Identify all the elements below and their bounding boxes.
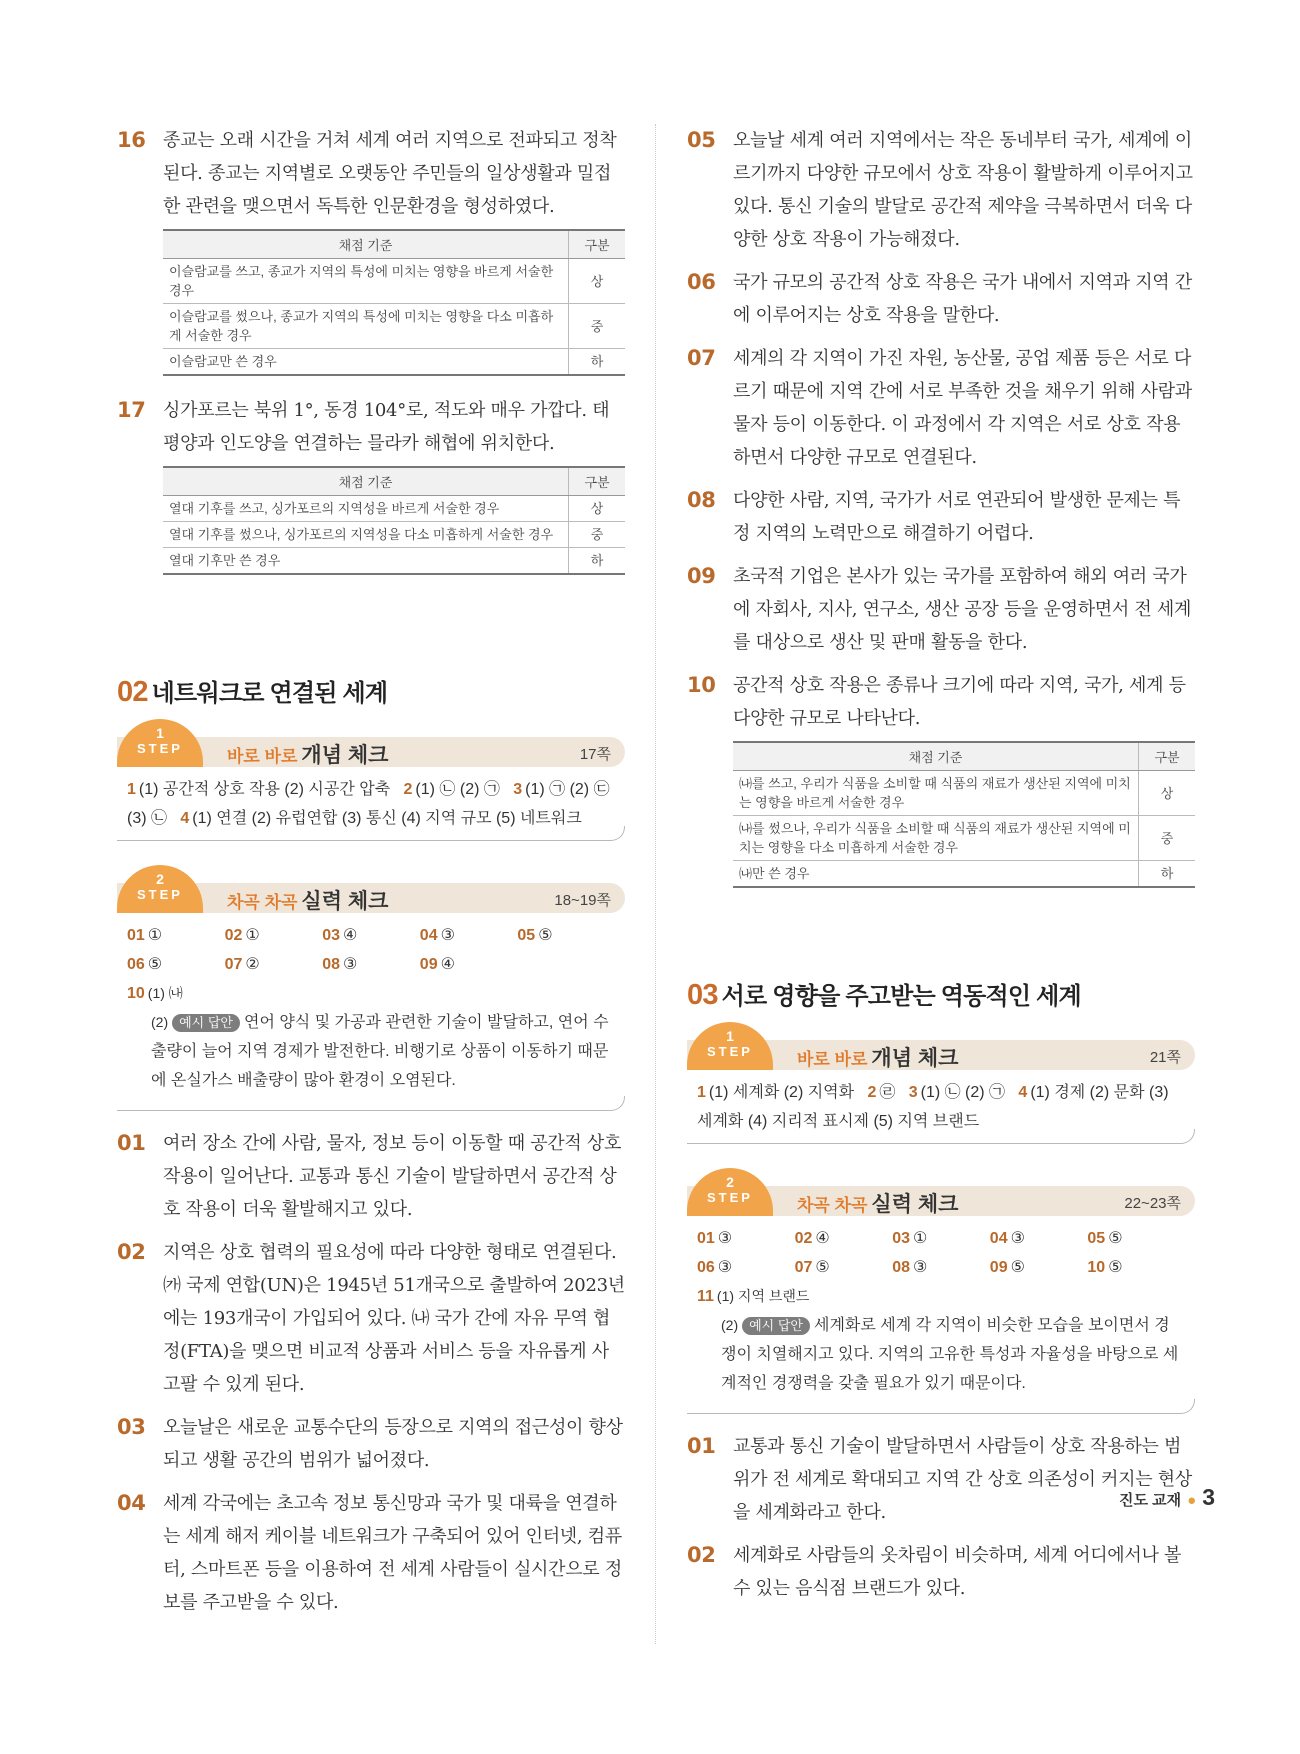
question-number: 05 (687, 128, 716, 152)
step-badge: 1 STEP (117, 719, 203, 767)
table-row: ㈏만 쓴 경우 하 (733, 861, 1195, 888)
answers: 1 (1) 세계화 (2) 지역화 2 ㉣ 3 (1) ㉡ (2) ㉠ 4 (1) 경제 (2) 문화 (3) 세계화 (4) 지리적 표시제 (5) 지역 브랜드 (697, 1084, 1169, 1130)
question-text: 여러 장소 간에 사람, 물자, 정보 등이 이동할 때 공간적 상호 작용이 일어난다. 교통과 통신 기술이 발달하면서 공간적 상호 작용이 더욱 활발해지고 있다. (163, 1133, 622, 1220)
table-header: 구분 (1139, 742, 1196, 771)
answer-item: 03 ④ (322, 927, 358, 944)
table-row: ㈏를 썼으나, 우리가 식품을 소비할 때 식품의 재료가 생산된 지역에 미치는 영향을 다소 미흡하게 서술한 경우 중 (733, 816, 1195, 861)
question-text: 오늘날은 새로운 교통수단의 등장으로 지역의 접근성이 향상되고 생활 공간의 범위가 넓어졌다. (163, 1417, 623, 1471)
explanation-3-02 (687, 1539, 1195, 1605)
question-text: 교통과 통신 기술이 발달하면서 사람들이 상호 작용하는 범위가 전 세계로 확대되고 지역 간 상호 의존성이 커지는 현상을 세계화라고 한다. (733, 1436, 1192, 1523)
answer-item: 06 ③ (697, 1259, 733, 1276)
example-answer-tag: 예시 답안 (742, 1317, 810, 1335)
answer-item: 06 ⑤ (127, 956, 163, 973)
answers: 01 ③ 02 ④ 03 ① 04 ③ 05 ⑤ 06 ③ 07 ⑤ 08 ③ 09 ⑤ 10 ⑤ 11 (1) 지역 브랜드 (2) 예시 답안 세계화로 세계 각 지역이 비슷한 모습을 보이면서 경쟁이 치열해지고 있다. 지역의 고유한 특성과 자율성을 바탕으로 세계적인 경쟁력을 갖출 필요가 있기 때문이다. (687, 1216, 1195, 1414)
footer-label: 진도 교재 (1119, 1492, 1182, 1509)
step1-box (687, 1028, 1195, 1144)
step-title: 바로 바로 개념 체크 (227, 744, 389, 767)
example-answer-tag: 예시 답안 (172, 1014, 240, 1032)
step-badge: 2 STEP (687, 1168, 773, 1216)
question-number: 16 (117, 128, 146, 152)
answers: 1 (1) 공간적 상호 작용 (2) 시공간 압축 2 (1) ㉡ (2) ㉠ 3 (1) ㉠ (2) ㉢ (3) ㉡ 4 (1) 연결 (2) 유럽연합 (3) 통신 (4) 지역 규모 (5) 네트워크 (127, 781, 610, 827)
question-number: 01 (117, 1131, 146, 1155)
question-number: 06 (687, 270, 716, 294)
answer-item: 02 ④ (794, 1230, 830, 1247)
step-badge: 2 STEP (117, 865, 203, 913)
explanation-04 (117, 1487, 625, 1619)
explanation-05 (687, 124, 1195, 256)
grading-table-17 (163, 466, 625, 575)
step2-box (117, 871, 625, 1111)
step-page: 18~19쪽 (554, 892, 611, 909)
section-number: 03 (687, 979, 718, 1011)
section-title (117, 673, 625, 709)
table-row: 이슬람교만 쓴 경우 하 (163, 349, 625, 376)
table-row: 이슬람교를 쓰고, 종교가 지역의 특성에 미치는 영향을 바르게 서술한 경우 상 (163, 259, 625, 304)
grading-table-10 (733, 741, 1195, 888)
section-number: 02 (117, 676, 148, 708)
answer-item: 05 ⑤ (1087, 1230, 1123, 1247)
step1-bar (687, 1028, 1195, 1070)
question-text: 세계의 각 지역이 가진 자원, 농산물, 공업 제품 등은 서로 다르기 때문에 지역 간에 서로 부족한 것을 채우기 위해 사람과 물자 등이 이동한다. 이 과정에서 각 지역은 서로 상호 작용하면서 다양한 규모로 연결된다. (733, 348, 1192, 468)
answer-item: 01 ① (127, 927, 163, 944)
answer-item: 05 ⑤ (517, 927, 553, 944)
answer-item: 03 ① (892, 1230, 928, 1247)
answer-item: 09 ⑤ (989, 1259, 1025, 1276)
answer-item: 08 ③ (892, 1259, 928, 1276)
explanation-01 (117, 1127, 625, 1226)
question-number: 09 (687, 564, 716, 588)
step-page: 17쪽 (579, 746, 611, 763)
section-title (687, 976, 1195, 1012)
step1-box (117, 725, 625, 841)
explanation-08 (687, 484, 1195, 550)
answers: 01 ① 02 ① 03 ④ 04 ③ 05 ⑤ 06 ⑤ 07 ② 08 ③ 09 ④ 10 (1) ㈏ (2) 예시 답안 연어 양식 및 가공과 관련한 기술이 발달하고, 연어 수출량이 늘어 지역 경제가 발전한다. 비행기로 상품이 이동하기 때문에 온실가스 배출량이 많아 환경이 오염된다. (117, 913, 625, 1111)
question-number: 01 (687, 1434, 716, 1458)
question-text: 다양한 사람, 지역, 국가가 서로 연관되어 발생한 문제는 특정 지역의 노력만으로 해결하기 어렵다. (733, 490, 1181, 544)
question-text: 세계화로 사람들의 옷차림이 비슷하며, 세계 어디에서나 볼 수 있는 음식점 브랜드가 있다. (733, 1545, 1182, 1599)
explanation-03 (117, 1411, 625, 1477)
answer-item: 04 ③ (989, 1230, 1025, 1247)
question-text: 초국적 기업은 본사가 있는 국가를 포함하여 해외 여러 국가에 자회사, 지사, 연구소, 생산 공장 등을 운영하면서 전 세계를 대상으로 생산 및 판매 활동을 한다. (733, 566, 1192, 653)
page-footer (1119, 1484, 1215, 1511)
answer-item: 02 ① (224, 927, 260, 944)
answer-item: 10 ⑤ (1087, 1259, 1123, 1276)
question-text: 오늘날 세계 여러 지역에서는 작은 동네부터 국가, 세계에 이르기까지 다양한 규모에서 상호 작용이 활발하게 이루어지고 있다. 통신 기술의 발달로 공간적 제약을 극복하면서 더욱 다양한 상호 작용이 가능해졌다. (733, 130, 1193, 250)
question-text: 세계 각국에는 초고속 정보 통신망과 국가 및 대륙을 연결하는 세계 해저 케이블 네트워크가 구축되어 있어 인터넷, 컴퓨터, 스마트폰 등을 이용하여 전 세계 사람들이 실시간으로 정보를 주고받을 수 있다. (163, 1493, 622, 1613)
step-title: 차곡 차곡 실력 체크 (797, 1193, 959, 1216)
question-text: 종교는 오래 시간을 거쳐 세계 여러 지역으로 전파되고 정착된다. 종교는 지역별로 오랫동안 주민들의 일상생활과 밀접한 관련을 맺으면서 독특한 인문환경을 형성하였다. (163, 130, 617, 217)
question-17 (117, 394, 625, 460)
answer-item: 07 ② (224, 956, 260, 973)
answer-item: 01 ③ (697, 1230, 733, 1247)
explanation-3-01 (687, 1430, 1195, 1529)
question-text: 싱가포르는 북위 1°, 동경 104°로, 적도와 매우 가깝다. 태평양과 인도양을 연결하는 믈라카 해협에 위치한다. (163, 400, 610, 454)
question-text: 국가 규모의 공간적 상호 작용은 국가 내에서 지역과 지역 간에 이루어지는 상호 작용을 말한다. (733, 272, 1192, 326)
table-header: 채점 기준 (733, 742, 1139, 771)
answer-item: 09 ④ (419, 956, 455, 973)
answer-item: 07 ⑤ (794, 1259, 830, 1276)
step-page: 22~23쪽 (1124, 1195, 1181, 1212)
step-page: 21쪽 (1149, 1049, 1181, 1066)
table-header: 채점 기준 (163, 467, 569, 496)
answer-item: 04 ③ (419, 927, 455, 944)
table-row: ㈏를 쓰고, 우리가 식품을 소비할 때 식품의 재료가 생산된 지역에 미치는 영향을 바르게 서술한 경우 상 (733, 771, 1195, 816)
step-badge: 1 STEP (687, 1022, 773, 1070)
question-number: 10 (687, 673, 716, 697)
question-text: 지역은 상호 협력의 필요성에 따라 다양한 형태로 연결된다. ㈎ 국제 연합(UN)은 1945년 51개국으로 출발하여 2023년에는 193개국이 가입되어 있다. ㈏ 국가 간에 자유 무역 협정(FTA)을 맺으면 비교적 상품과 서비스 등을 자유롭게 사고팔 수 있게 된다. (163, 1242, 625, 1395)
question-number: 08 (687, 488, 716, 512)
table-header: 구분 (569, 467, 626, 496)
table-row: 열대 기후를 썼으나, 싱가포르의 지역성을 다소 미흡하게 서술한 경우 중 (163, 522, 625, 548)
question-number: 03 (117, 1415, 146, 1439)
step2-bar (117, 871, 625, 913)
table-header: 채점 기준 (163, 230, 569, 259)
section-label: 서로 영향을 주고받는 역동적인 세계 (721, 983, 1081, 1010)
section-label: 네트워크로 연결된 세계 (151, 680, 388, 707)
question-number: 04 (117, 1491, 146, 1515)
question-text: 공간적 상호 작용은 종류나 크기에 따라 지역, 국가, 세계 등 다양한 규모로 나타난다. (733, 675, 1186, 729)
left-column (117, 124, 625, 1619)
question-number: 07 (687, 346, 716, 370)
grading-table-16 (163, 229, 625, 376)
page-number: 3 (1202, 1484, 1215, 1510)
question-number: 02 (117, 1240, 146, 1264)
table-row: 이슬람교를 썼으나, 종교가 지역의 특성에 미치는 영향을 다소 미흡하게 서술한 경우 중 (163, 304, 625, 349)
table-row: 열대 기후만 쓴 경우 하 (163, 548, 625, 575)
explanation-10 (687, 669, 1195, 735)
explanation-09 (687, 560, 1195, 659)
explanation-02 (117, 1236, 625, 1401)
question-number: 02 (687, 1543, 716, 1567)
answer-item: 08 ③ (322, 956, 358, 973)
example-answer: (2) 예시 답안 세계화로 세계 각 지역이 비슷한 모습을 보이면서 경쟁이 치열해지고 있다. 지역의 고유한 특성과 자율성을 바탕으로 세계적인 경쟁력을 갖출 필요가 있기 때문이다. (721, 1317, 1179, 1392)
right-column (687, 124, 1195, 1605)
step2-box (687, 1174, 1195, 1414)
explanation-07 (687, 342, 1195, 474)
column-divider (655, 124, 656, 1644)
table-row: 열대 기후를 쓰고, 싱가포르의 지역성을 바르게 서술한 경우 상 (163, 496, 625, 522)
step-title: 차곡 차곡 실력 체크 (227, 890, 389, 913)
table-header: 구분 (569, 230, 626, 259)
bullet-icon: ● (1187, 1492, 1197, 1509)
question-16 (117, 124, 625, 223)
example-answer: (2) 예시 답안 연어 양식 및 가공과 관련한 기술이 발달하고, 연어 수출량이 늘어 지역 경제가 발전한다. 비행기로 상품이 이동하기 때문에 온실가스 배출량이 많아 환경이 오염된다. (151, 1014, 609, 1089)
step1-bar (117, 725, 625, 767)
step-title: 바로 바로 개념 체크 (797, 1047, 959, 1070)
question-number: 17 (117, 398, 146, 422)
step2-bar (687, 1174, 1195, 1216)
explanation-06 (687, 266, 1195, 332)
